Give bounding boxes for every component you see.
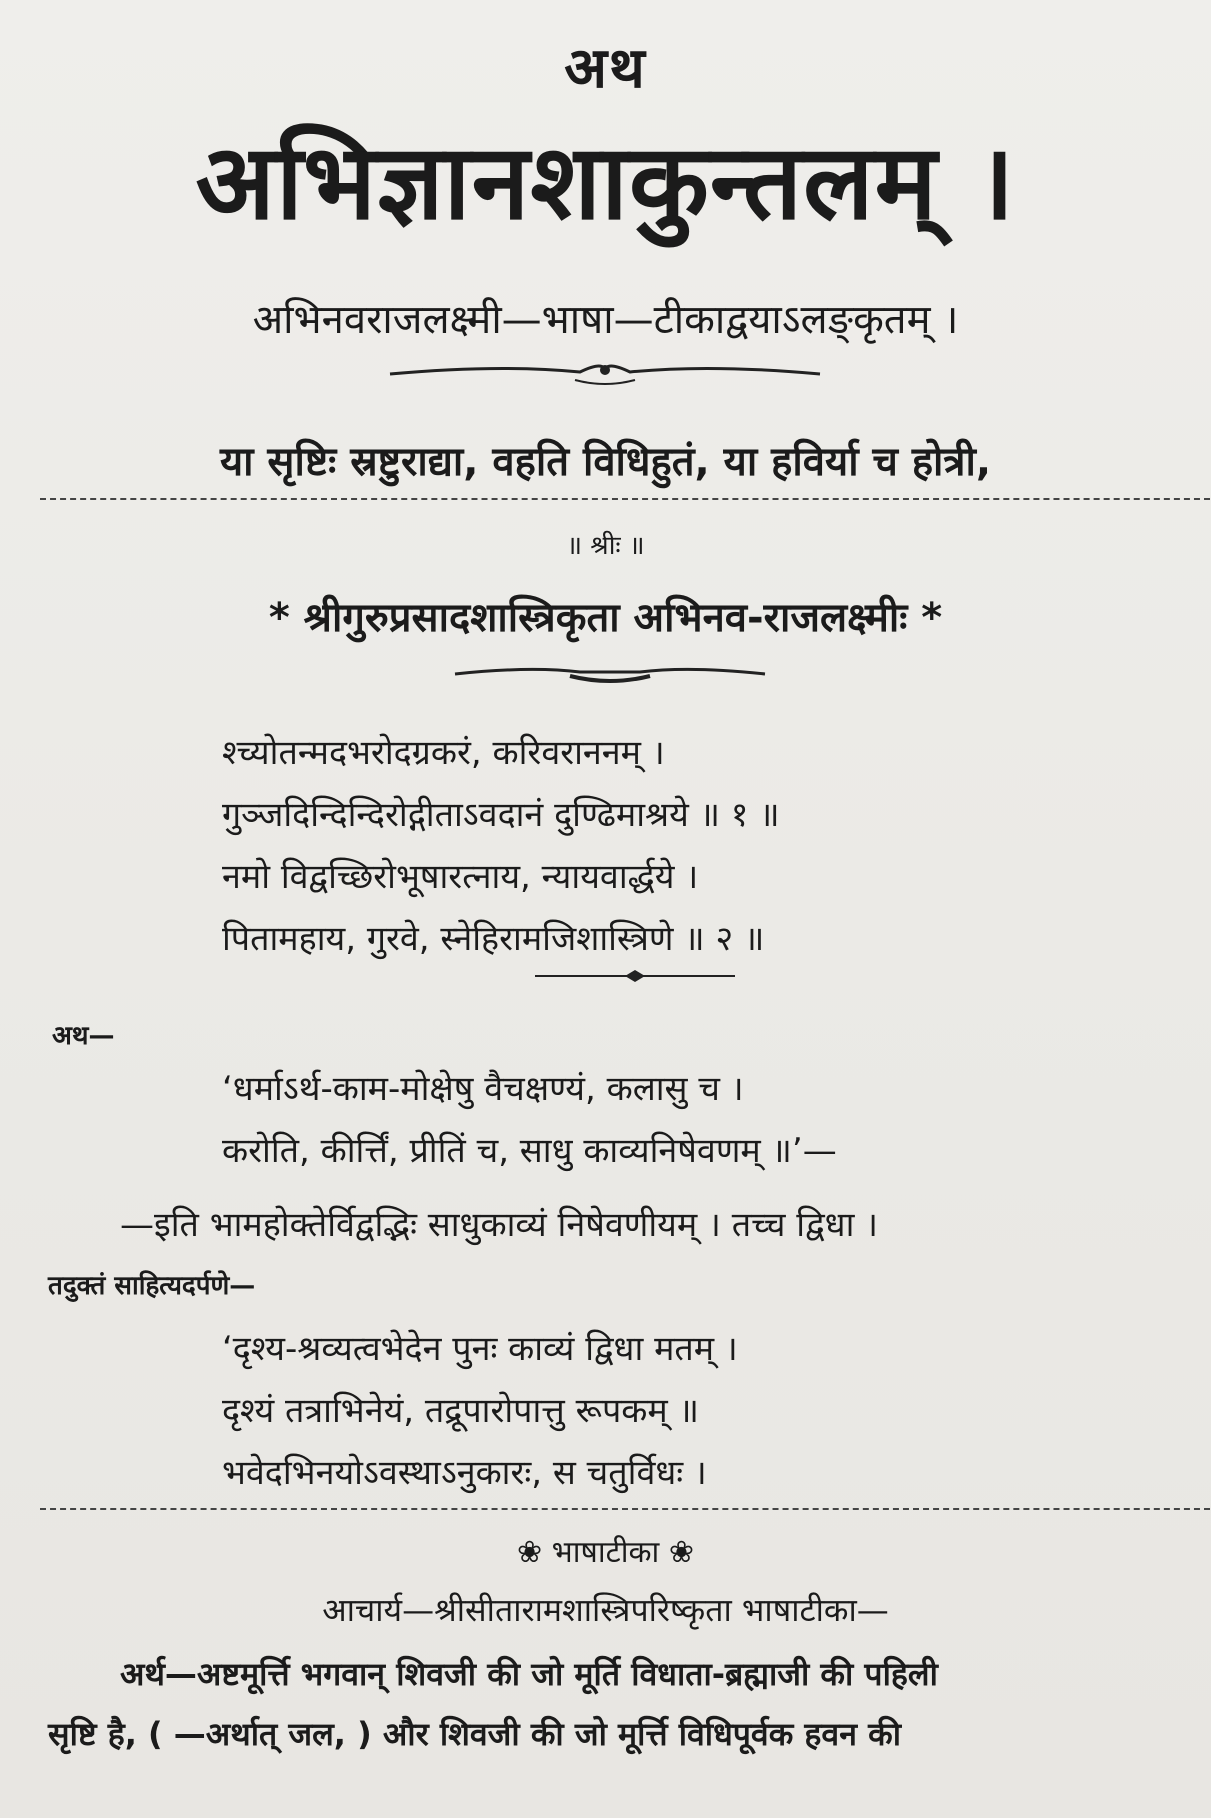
shri-invocation: ॥ श्रीः ॥ [566,531,645,561]
dashed-rule-top [40,498,1210,500]
mangala-verse-line: नमो विद्वच्छिरोभूषारत्नाय, न्यायवार्द्धये । [222,857,699,897]
quote-verse-line: करोति, कीर्त्तिं, प्रीतिं च, साधु काव्यनिषेवणम् ॥’— [222,1131,837,1171]
ornament-divider-top [380,352,830,392]
sahitya-verse-line: दृश्यं तत्राभिनेयं, तद्रूपारोपात्तु रूपकम् ॥ [222,1391,699,1431]
atha-label: अथ— [52,1021,115,1051]
ornament-divider-middle [450,660,770,686]
book-subtitle: अभिनवराजलक्ष्मी—भाषा—टीकाद्वयाऽलङ्कृतम् । [252,297,959,343]
sahitya-verse-line: भवेदभिनयोऽवस्थाऽनुकारः, स चतुर्विधः । [222,1453,707,1493]
book-title: अभिज्ञानशाकुन्तलम् । [195,121,1016,243]
artha-line: सृष्टि है, ( —अर्थात् जल, ) और शिवजी की जो मूर्त्ति विधिपूर्वक हवन की [48,1715,901,1753]
sahitya-verse-line: ‘दृश्य-श्रव्यत्वभेदेन पुनः काव्यं द्विधा मतम् । [222,1329,738,1369]
commentary-title: * श्रीगुरुप्रसादशास्त्रिकृता अभिनव-राजलक्ष्मीः * [268,595,943,641]
iti-line: —इति भामहोक्तेर्विद्वद्भिः साधुकाव्यं निषेवणीयम् । तच्च द्विधा । [120,1205,879,1245]
quote-verse-line: ‘धर्माऽर्थ-काम-मोक्षेषु वैचक्षण्यं, कलासु च । [222,1069,744,1109]
artha-line: अर्थ—अष्टमूर्त्ति भगवान् शिवजी की जो मूर्ति विधाता-ब्रह्माजी की पहिली [120,1655,938,1693]
dashed-rule-bottom [40,1508,1210,1510]
opening-verse: या सृष्टिः स्रष्टुराद्या, वहति विधिहुतं, या हविर्या च होत्री, [219,439,992,485]
bhashatika-heading: ❀ भाषाटीका ❀ [516,1535,694,1570]
heading-atha: अथ [564,36,647,101]
mangala-verse-line: श्च्योतन्मदभरोदग्रकरं, करिवराननम् । [222,733,665,773]
bhashatika-subheading: आचार्य—श्रीसीतारामशास्त्रिपरिष्कृता भाषाटीका— [322,1591,889,1629]
tadukta-label: तदुक्तं साहित्यदर्पणे— [48,1271,256,1301]
mangala-verse-line: पितामहाय, गुरवे, स्नेहिरामजिशास्त्रिणे ॥ २ ॥ [222,919,765,959]
small-divider [530,968,740,984]
mangala-verse-line: गुञ्जदिन्दिन्दिरोद्गीताऽवदानं दुण्ढिमाश्रये ॥ १ ॥ [222,795,780,835]
